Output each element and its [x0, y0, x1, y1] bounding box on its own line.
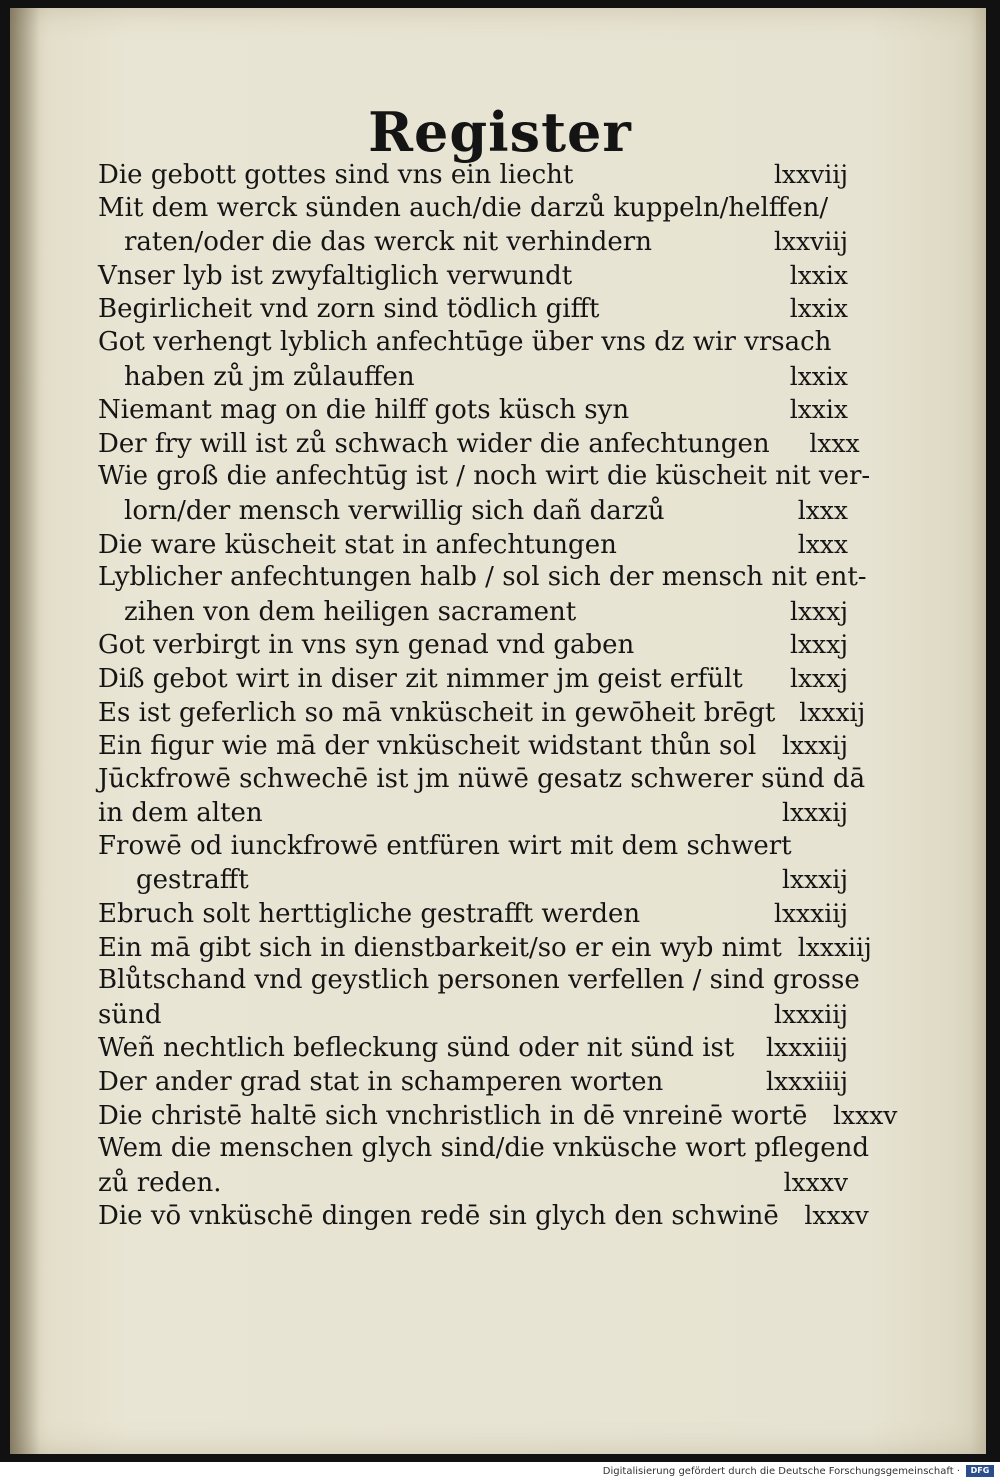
entry-text: Diß gebot wirt in diser zit nimmer jm geist erfült [98, 663, 743, 694]
entry-text: raten/oder die das werck nit verhindern [124, 227, 652, 258]
register-entry [98, 1031, 848, 1065]
register-entry [98, 628, 848, 662]
entry-folio-number: lxxxv [804, 1201, 869, 1231]
entry-text: lorn/der mensch verwillig sich dañ darzů [124, 495, 665, 526]
entry-folio-number: lxxx [809, 428, 860, 458]
entry-text: Die gebott gottes sind vns ein liecht [98, 160, 574, 190]
entry-folio-number: lxxviij [773, 227, 848, 257]
entry-text: Ein mā gibt sich in dienstbarkeit/so er ein wyb nimt [98, 932, 782, 963]
entry-folio-number: lxxxj [789, 630, 848, 660]
register-entry [98, 326, 848, 360]
entry-folio-number: lxxx [797, 529, 848, 559]
register-entry [98, 1132, 870, 1166]
entry-folio-number: lxxxv [783, 1167, 848, 1197]
entry-folio-number: lxxxiij [773, 999, 848, 1029]
entry-text: Ebruch solt herttigliche gestrafft werden [98, 899, 641, 930]
footer-bar [0, 1462, 1000, 1481]
register-entry [98, 830, 848, 864]
register-entry [98, 863, 848, 897]
entry-folio-number: lxxxj [789, 663, 848, 693]
entry-text: Die ware küscheit stat in anfechtungen [98, 529, 617, 560]
entry-text: Es ist geferlich so mā vnküscheit in gewōheit brēgt [98, 697, 776, 728]
register-entry [98, 158, 848, 192]
register-entries [98, 158, 898, 1233]
register-entry [98, 1099, 898, 1133]
register-entry [98, 931, 872, 965]
register-entry [98, 360, 848, 394]
entry-folio-number: lxxxv [833, 1100, 898, 1130]
entry-folio-number: lxxxiiij [765, 1067, 848, 1097]
register-entry [98, 561, 867, 595]
entry-text: Blůtschand vnd geystlich personen verfellen / sind grosse [98, 965, 860, 996]
register-entry [98, 292, 848, 326]
entry-text: Lyblicher anfechtungen halb / sol sich der mensch nit ent- [98, 562, 867, 593]
page-fold-shadow [10, 8, 40, 1454]
entry-text: Der fry will ist zů schwach wider die anfechtungen [98, 428, 770, 459]
entry-folio-number: lxxx [797, 495, 848, 525]
entry-text: Wie groß die anfechtūg ist / noch wirt die küscheit nit ver- [98, 461, 871, 492]
entry-folio-number: lxxxj [789, 596, 848, 626]
entry-folio-number: lxxix [789, 395, 848, 425]
register-entry [98, 796, 848, 830]
entry-text: Weñ nechtlich befleckung sünd oder nit sünd ist [98, 1033, 735, 1064]
register-entry [98, 763, 866, 797]
dfg-logo: DFG [966, 1465, 994, 1477]
entry-text: Die vō vnküschē dingen redē sin glych den schwinē [98, 1201, 779, 1232]
entry-folio-number: lxxxij [781, 865, 848, 895]
entry-text: zihen von dem heiligen sacrament [124, 596, 577, 627]
register-entry [98, 595, 848, 629]
register-entry [98, 1166, 848, 1200]
register-entry [98, 998, 848, 1032]
entry-text: Wem die menschen glych sind/die vnküsche wort pflegend [98, 1133, 870, 1164]
register-entry [98, 225, 848, 259]
entry-text: zů reden. [98, 1167, 222, 1198]
entry-text: haben zů jm zůlauffen [124, 361, 415, 392]
register-entry [98, 696, 866, 730]
entry-folio-number: lxxix [789, 294, 848, 324]
footer-credit: Digitalisierung gefördert durch die Deutsche Forschungsgemeinschaft · [602, 1466, 960, 1477]
entry-text: Mit dem werck sünden auch/die darzů kuppeln/helffen/ [98, 192, 829, 223]
entry-folio-number: lxxviij [773, 160, 848, 189]
entry-text: gestrafft [136, 865, 249, 896]
entry-text: Ein figur wie mā der vnküscheit widstant thůn sol [98, 731, 757, 762]
register-entry [98, 1065, 848, 1099]
entry-text: Niemant mag on die hilff gots küsch syn [98, 395, 630, 426]
register-entry [98, 1199, 869, 1233]
entry-text: Die christē haltē sich vnchristlich in dē vnreinē wortē [98, 1100, 808, 1131]
register-entry [98, 964, 860, 998]
entry-folio-number: lxxxiij [797, 932, 872, 962]
entry-text: Der ander grad stat in schamperen worten [98, 1067, 664, 1098]
register-entry [98, 259, 848, 293]
register-entry [98, 528, 848, 562]
entry-folio-number: lxxxij [781, 798, 848, 828]
entry-text: Frowē od iunckfrowē entfüren wirt mit dem schwert [98, 830, 792, 861]
entry-folio-number: lxxxij [781, 731, 848, 761]
register-entry [98, 494, 848, 528]
register-entry [98, 192, 848, 226]
entry-folio-number: lxxix [789, 361, 848, 391]
register-entry [98, 897, 848, 931]
entry-text: Begirlicheit vnd zorn sind tödlich gifft [98, 294, 600, 325]
entry-text: Got verhengt lyblich anfechtūge über vns dz wir vrsach [98, 326, 832, 357]
register-entry [98, 460, 871, 494]
entry-text: sünd [98, 999, 162, 1030]
page-title: Register [368, 100, 632, 164]
entry-text: Got verbirgt in vns syn genad vnd gaben [98, 630, 635, 661]
entry-folio-number: lxxxij [799, 697, 866, 727]
entry-folio-number: lxxxiiij [765, 1033, 848, 1063]
register-entry [98, 662, 848, 696]
register-entry [98, 427, 860, 461]
register-entry [98, 729, 848, 763]
entry-folio-number: lxxxiij [773, 899, 848, 929]
entry-folio-number: lxxix [789, 260, 848, 290]
entry-text: Vnser lyb ist zwyfaltiglich verwundt [98, 260, 573, 291]
entry-text: Jūckfrowē schwechē ist jm nüwē gesatz schwerer sünd dā [98, 763, 866, 794]
entry-text: in dem alten [98, 798, 263, 829]
register-entry [98, 393, 848, 427]
